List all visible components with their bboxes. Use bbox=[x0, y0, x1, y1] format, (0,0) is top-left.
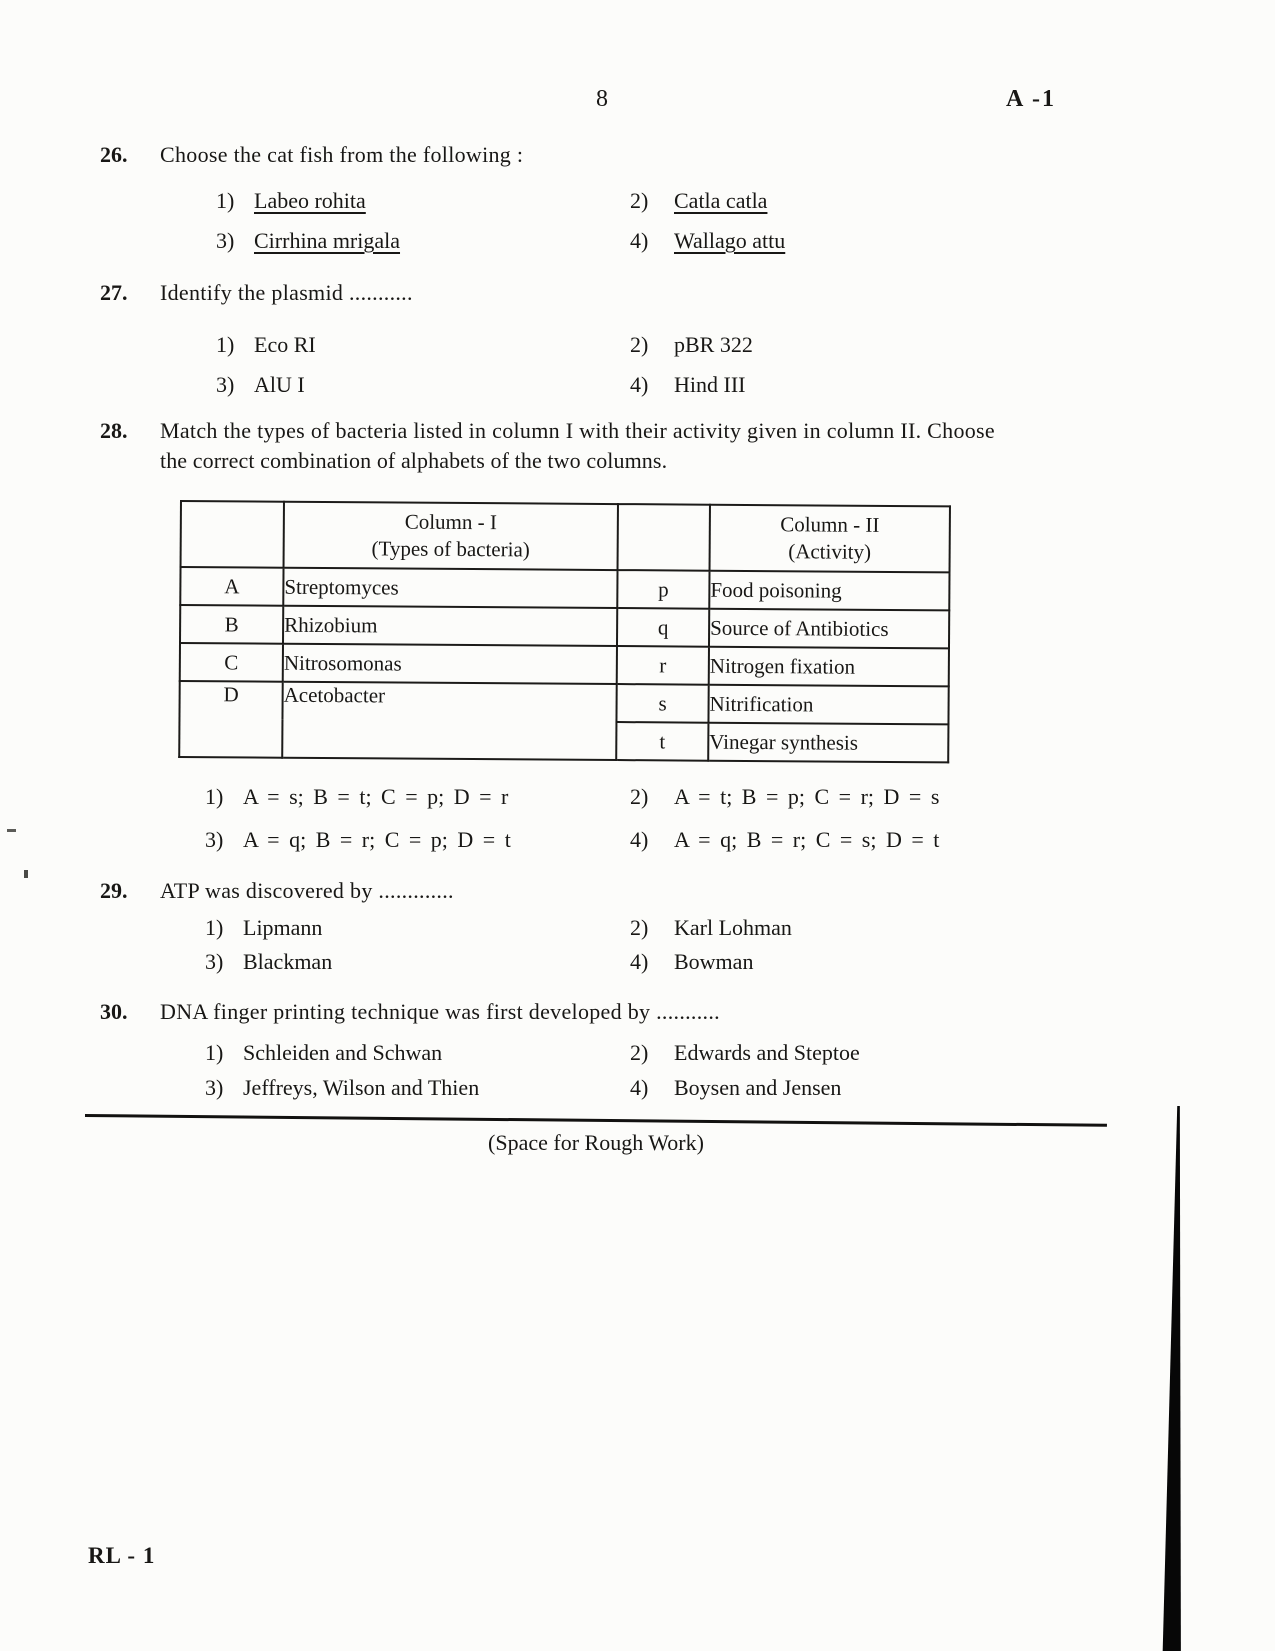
rough-work-label: (Space for Rough Work) bbox=[488, 1130, 704, 1155]
scan-margin-mark bbox=[24, 870, 28, 878]
question-29-stem: ATP was discovered by ............. bbox=[160, 878, 454, 903]
column1-title: Column - I bbox=[404, 509, 498, 535]
q26-option-4-label: 4) bbox=[630, 228, 649, 253]
left-name-D: Acetobacter bbox=[282, 682, 617, 760]
question-28-number: 28. bbox=[100, 418, 128, 443]
question-30-number: 30. bbox=[100, 999, 128, 1024]
footer-booklet-code: RL - 1 bbox=[88, 1543, 156, 1568]
match-table-row-2 bbox=[180, 605, 949, 648]
right-activity-q: Source of Antibiotics bbox=[709, 609, 949, 649]
q28-option-4-text: A = q; B = r; C = s; D = t bbox=[674, 827, 940, 852]
q26-option-1-text: Labeo rohita bbox=[254, 188, 366, 213]
right-key-t: t bbox=[616, 722, 708, 761]
question-29-number: 29. bbox=[100, 878, 128, 903]
q27-option-3-label: 3) bbox=[216, 372, 235, 397]
left-key-D: D bbox=[179, 681, 283, 758]
q29-option-2-label: 2) bbox=[630, 915, 649, 940]
right-key-q: q bbox=[617, 608, 709, 647]
right-key-p: p bbox=[617, 570, 709, 609]
question-27 bbox=[0, 278, 1150, 308]
q28-option-1-text: A = s; B = t; C = p; D = r bbox=[243, 784, 509, 809]
right-activity-s: Nitrification bbox=[708, 685, 948, 725]
q27-option-4-label: 4) bbox=[630, 372, 649, 397]
column2-title: Column - II bbox=[780, 512, 880, 537]
question-27-number: 27. bbox=[100, 280, 128, 305]
q30-option-3-label: 3) bbox=[205, 1075, 224, 1100]
match-table-column1-header bbox=[284, 502, 618, 570]
left-key-C: C bbox=[180, 643, 283, 682]
q30-option-1-label: 1) bbox=[205, 1040, 224, 1065]
q30-option-3-text: Jeffreys, Wilson and Thien bbox=[243, 1075, 480, 1100]
q26-option-2-text: Catla catla bbox=[674, 188, 768, 213]
match-table-corner-mid bbox=[618, 504, 710, 571]
scan-margin-dash bbox=[7, 829, 16, 832]
q30-option-2-text: Edwards and Steptoe bbox=[674, 1040, 860, 1065]
q27-option-4-text: Hind III bbox=[674, 372, 746, 397]
q29-option-3-text: Blackman bbox=[243, 949, 333, 974]
q27-option-1-text: Eco RI bbox=[254, 332, 316, 357]
q29-option-1-text: Lipmann bbox=[243, 915, 323, 940]
q28-option-3-label: 3) bbox=[205, 827, 224, 852]
question-29-options bbox=[205, 913, 792, 977]
q29-option-4-label: 4) bbox=[630, 949, 649, 974]
question-28 bbox=[0, 416, 1150, 476]
match-table-column2-header bbox=[710, 505, 950, 573]
q28-option-3-text: A = q; B = r; C = p; D = t bbox=[243, 827, 511, 852]
question-30-stem: DNA finger printing technique was first developed by ........... bbox=[160, 999, 720, 1024]
right-key-s: s bbox=[616, 684, 708, 723]
q29-option-3-label: 3) bbox=[205, 949, 224, 974]
rough-work-divider bbox=[85, 1114, 1107, 1127]
match-table-corner-left bbox=[181, 501, 284, 568]
left-name-C: Nitrosomonas bbox=[283, 644, 617, 684]
left-name-B: Rhizobium bbox=[283, 606, 617, 646]
q28-option-1-label: 1) bbox=[205, 784, 224, 809]
q26-option-4-text: Wallago attu bbox=[674, 228, 786, 253]
q30-option-4-label: 4) bbox=[630, 1075, 649, 1100]
question-26-options bbox=[216, 186, 785, 256]
left-name-A: Streptomyces bbox=[283, 568, 617, 608]
match-table-row-1 bbox=[180, 567, 949, 610]
question-28-options bbox=[205, 782, 939, 855]
question-30-options bbox=[205, 1038, 860, 1103]
right-activity-r: Nitrogen fixation bbox=[709, 647, 949, 687]
question-paper-set-code: A -1 bbox=[1006, 86, 1056, 112]
right-key-r: r bbox=[617, 646, 709, 685]
q28-option-2-label: 2) bbox=[630, 784, 649, 809]
right-activity-t: Vinegar synthesis bbox=[708, 723, 948, 763]
question-28-stem-line2: the correct combination of alphabets of the two columns. bbox=[160, 448, 668, 473]
scan-noise-specks bbox=[0, 0, 2, 2]
q27-option-3-text: AlU I bbox=[254, 372, 305, 397]
scan-artifact-bar bbox=[1158, 1106, 1184, 1651]
question-27-stem: Identify the plasmid ........... bbox=[160, 280, 413, 305]
match-table-row-4 bbox=[179, 681, 948, 724]
q26-option-3-text: Cirrhina mrigala bbox=[254, 228, 401, 253]
q30-option-2-label: 2) bbox=[630, 1040, 649, 1065]
question-26 bbox=[0, 140, 1150, 170]
question-26-stem: Choose the cat fish from the following : bbox=[160, 142, 524, 167]
question-26-number: 26. bbox=[100, 142, 128, 167]
left-key-A: A bbox=[180, 567, 283, 606]
question-27-options bbox=[216, 330, 753, 400]
q26-option-3-label: 3) bbox=[216, 228, 235, 253]
q29-option-4-text: Bowman bbox=[674, 949, 754, 974]
q29-option-2-text: Karl Lohman bbox=[674, 915, 792, 940]
right-activity-p: Food poisoning bbox=[709, 571, 949, 611]
q27-option-2-text: pBR 322 bbox=[674, 332, 753, 357]
match-table bbox=[178, 500, 951, 763]
column2-subtitle: (Activity) bbox=[788, 539, 872, 564]
q26-option-2-label: 2) bbox=[630, 188, 649, 213]
q29-option-1-label: 1) bbox=[205, 915, 224, 940]
question-29 bbox=[0, 876, 1150, 906]
question-30 bbox=[0, 997, 1150, 1027]
q27-option-2-label: 2) bbox=[630, 332, 649, 357]
q28-option-4-label: 4) bbox=[630, 827, 649, 852]
q30-option-1-text: Schleiden and Schwan bbox=[243, 1040, 443, 1065]
column1-subtitle: (Types of bacteria) bbox=[371, 536, 530, 562]
question-28-stem-line1: Match the types of bacteria listed in column I with their activity given in column II. Choose bbox=[160, 418, 995, 443]
page-number: 8 bbox=[596, 86, 608, 112]
q28-option-2-text: A = t; B = p; C = r; D = s bbox=[674, 784, 940, 809]
q30-option-4-text: Boysen and Jensen bbox=[674, 1075, 842, 1100]
q26-option-1-label: 1) bbox=[216, 188, 235, 213]
match-table-row-3 bbox=[180, 643, 949, 686]
q27-option-1-label: 1) bbox=[216, 332, 235, 357]
match-table-header-row bbox=[181, 501, 950, 572]
left-key-B: B bbox=[180, 605, 283, 644]
question-28-stem bbox=[160, 416, 995, 476]
